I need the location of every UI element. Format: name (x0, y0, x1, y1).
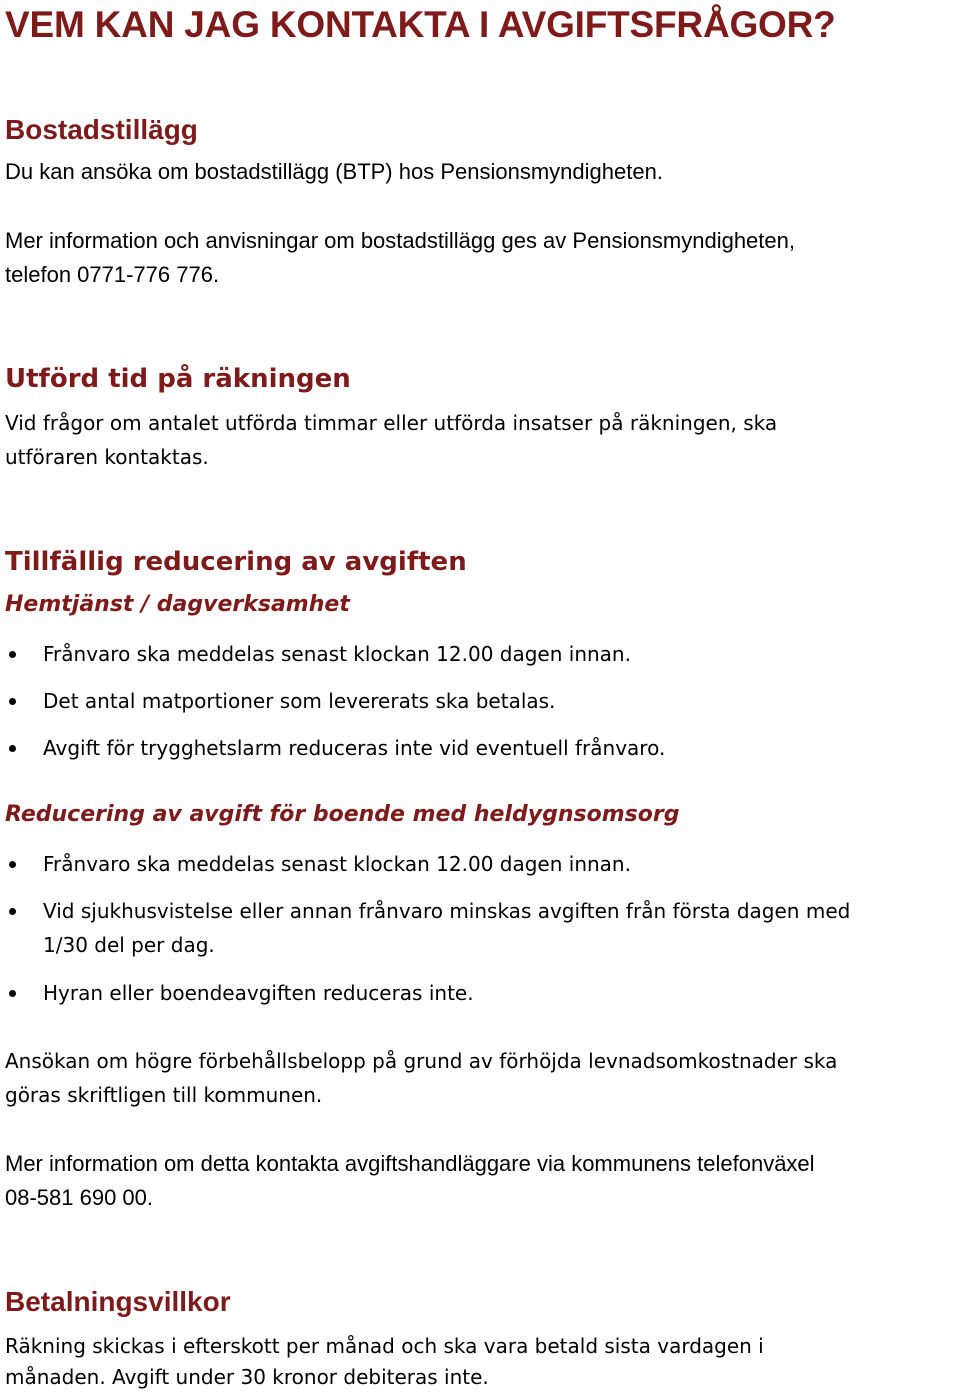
subheading-heldygnsomsorg: Reducering av avgift för boende med heldygnsomsorg (5, 802, 680, 827)
utford-tid-text-line: Vid frågor om antalet utförda timmar eller utförda insatser på räkningen, ska (5, 411, 778, 435)
ansokan-text-line: Ansökan om högre förbehållsbelopp på grund av förhöjda levnadsomkostnader ska (5, 1049, 838, 1073)
list-item: Hyran eller boendeavgiften reduceras inte. (43, 981, 474, 1005)
bullet-icon (9, 861, 16, 868)
telefonvaxel-number: 08-581 690 00. (5, 1185, 154, 1210)
section-heading-betalningsvillkor: Betalningsvillkor (5, 1286, 231, 1317)
bullet-icon (9, 651, 16, 658)
section-heading-utford-tid: Utförd tid på räkningen (5, 364, 351, 394)
bostadstillagg-phone-line: telefon 0771-776 776. (5, 262, 220, 287)
list-item: Frånvaro ska meddelas senast klockan 12.00 dagen innan. (43, 642, 631, 666)
list-item: Det antal matportioner som levererats ska betalas. (43, 689, 556, 713)
subheading-hemtjanst: Hemtjänst / dagverksamhet (5, 592, 350, 617)
utford-tid-text-line: utföraren kontaktas. (5, 445, 209, 469)
bullet-icon (9, 908, 16, 915)
ansokan-text-line: göras skriftligen till kommunen. (5, 1083, 323, 1107)
bostadstillagg-info-line: Mer information och anvisningar om bostadstillägg ges av Pensionsmyndigheten, (5, 228, 795, 253)
list-item-continuation: 1/30 del per dag. (43, 933, 215, 957)
section-heading-bostadstillagg: Bostadstillägg (5, 114, 198, 145)
list-item: Avgift för trygghetslarm reduceras inte vid eventuell frånvaro. (43, 736, 666, 760)
bullet-icon (9, 698, 16, 705)
bullet-icon (9, 990, 16, 997)
mer-information-text-line: Mer information om detta kontakta avgiftshandläggare via kommunens telefonväxel (5, 1151, 815, 1176)
section-heading-tillfallig-reducering: Tillfällig reducering av avgiften (5, 547, 467, 577)
page-title: VEM KAN JAG KONTAKTA I AVGIFTSFRÅGOR? (5, 4, 836, 45)
betalningsvillkor-text-line: Räkning skickas i efterskott per månad och ska vara betald sista vardagen i (5, 1334, 764, 1358)
betalningsvillkor-text-line: månaden. Avgift under 30 kronor debiteras inte. (5, 1365, 489, 1389)
bostadstillagg-text-line: Du kan ansöka om bostadstillägg (BTP) hos Pensionsmyndigheten. (5, 159, 663, 184)
list-item: Frånvaro ska meddelas senast klockan 12.00 dagen innan. (43, 852, 631, 876)
list-item: Vid sjukhusvistelse eller annan frånvaro minskas avgiften från första dagen med (43, 899, 851, 923)
bullet-icon (9, 745, 16, 752)
